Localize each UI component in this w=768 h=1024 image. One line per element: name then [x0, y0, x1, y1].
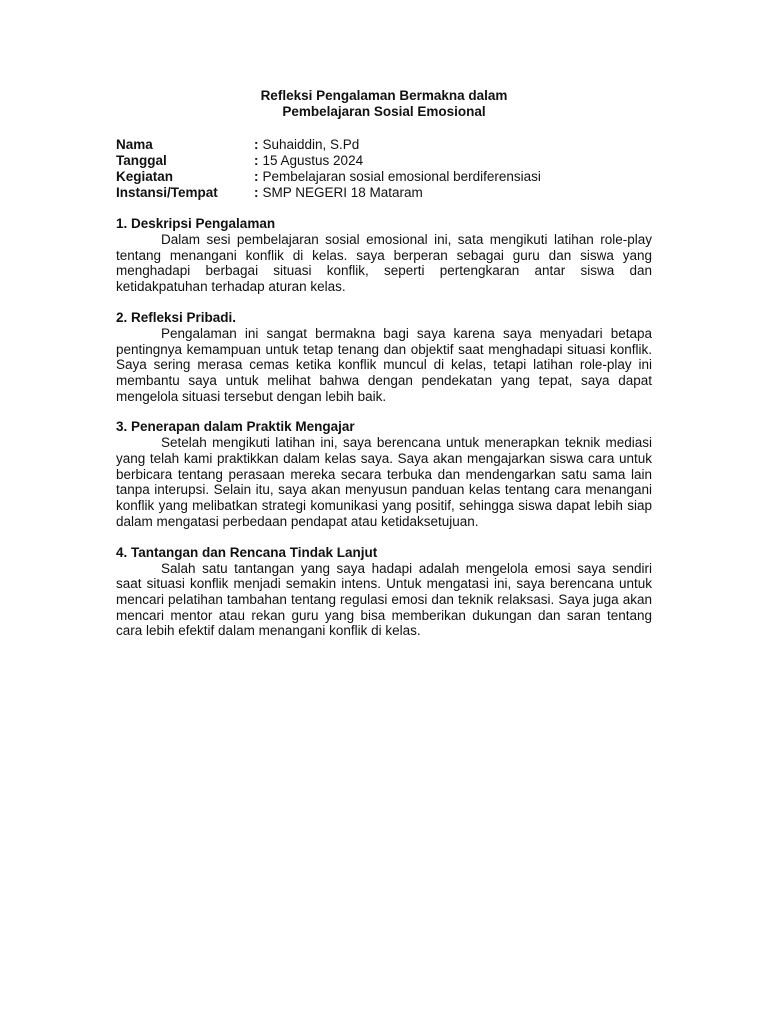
meta-label: Kegiatan — [116, 169, 174, 184]
document-page — [116, 88, 652, 639]
title-line-2: Pembelajaran Sosial Emosional — [282, 104, 486, 119]
section-heading: 1. Deskripsi Pengalaman — [116, 216, 276, 231]
section-body: Setelah mengikuti latihan ini, saya berencana untuk menerapkan teknik mediasi yang telah kami praktikkan dalam kelas saya. Saya akan mengajarkan siswa cara untuk berbicara tentang perasaan mereka secara terbuka dan mendengarkan satu sama lain tanpa interupsi. Selain itu, saya akan menyusun panduan kelas tentang cara menangani konflik yang melibatkan strategi komunikasi yang positif, sehingga siswa dapat lebih siap dalam mengatasi perbedaan pendapat atau ketidaksetujuan. — [116, 435, 652, 529]
section-body: Dalam sesi pembelajaran sosial emosional ini, sata mengikuti latihan role-play tentang menangani konflik di kelas. saya berperan sebagai guru dan siswa yang menghadapi berbagai situasi konflik, seperti pertengkaran antar siswa dan ketidakpatuhan terhadap aturan kelas. — [116, 232, 652, 295]
meta-colon: : — [254, 185, 259, 200]
section-tantangan — [116, 545, 652, 640]
meta-value: SMP NEGERI 18 Mataram — [262, 185, 423, 200]
meta-colon: : — [254, 153, 259, 168]
meta-label: Tanggal — [116, 153, 167, 168]
section-heading: 2. Refleksi Pribadi. — [116, 309, 237, 325]
section-penerapan — [116, 419, 652, 529]
section-body: Salah satu tantangan yang saya hadapi adalah mengelola emosi saya sendiri saat situasi konflik menjadi semakin intens. Untuk mengatasi ini, saya berencana untuk mencari pelatihan tambahan tentang regulasi emosi dan teknik relaksasi. Saya juga akan mencari mentor atau rekan guru yang bisa memberikan dukungan dan saran tentang cara lebih efektif dalam menangani konflik di kelas. — [116, 560, 652, 639]
meta-label: Instansi/Tempat — [116, 185, 218, 200]
meta-row-kegiatan — [116, 169, 652, 185]
meta-value: Pembelajaran sosial emosional berdiferensiasi — [262, 169, 541, 184]
meta-value: 15 Agustus 2024 — [262, 153, 364, 168]
meta-row-instansi — [116, 185, 652, 201]
section-heading: 4. Tantangan dan Rencana Tindak Lanjut — [116, 544, 378, 560]
meta-info — [116, 137, 652, 201]
meta-label: Nama — [116, 137, 153, 152]
meta-value: Suhaiddin, S.Pd — [262, 137, 360, 152]
section-heading: 3. Penerapan dalam Praktik Mengajar — [116, 419, 355, 435]
meta-colon: : — [254, 169, 259, 184]
meta-colon: : — [254, 137, 259, 152]
meta-row-tanggal — [116, 153, 652, 169]
section-deskripsi — [116, 216, 652, 295]
document-title — [116, 88, 652, 120]
section-refleksi — [116, 310, 652, 405]
section-body: Pengalaman ini sangat bermakna bagi saya karena saya menyadari betapa pentingnya kemampuan untuk tetap tenang dan objektif saat menghadapi situasi konflik. Saya sering merasa cemas ketika konflik muncul di kelas, tetapi latihan role-play ini membantu saya untuk melihat bahwa dengan pendekatan yang tepat, saya dapat mengelola situasi tersebut dengan lebih baik. — [116, 325, 652, 404]
meta-row-nama — [116, 137, 652, 153]
title-line-1: Refleksi Pengalaman Bermakna dalam — [260, 88, 508, 103]
